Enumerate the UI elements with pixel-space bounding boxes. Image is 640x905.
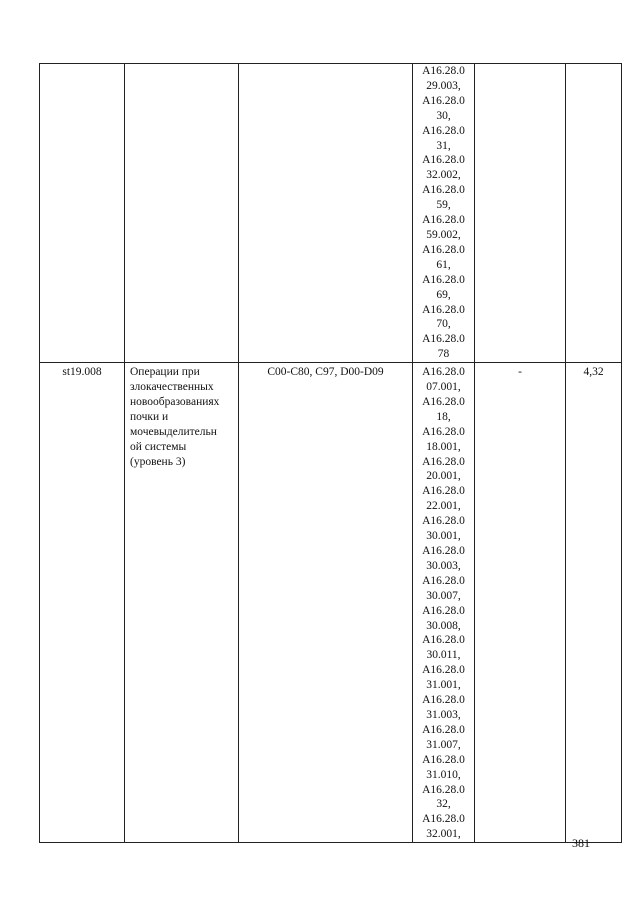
code-line: 32.001, — [426, 828, 461, 841]
code-line: A16.28.0 — [422, 515, 465, 528]
code-line: A16.28.0 — [422, 94, 465, 107]
name-line: новообразованиях — [130, 395, 220, 408]
code-line: A16.28.0 — [422, 694, 465, 707]
code-line: A16.28.0 — [422, 634, 465, 647]
code-line: 31, — [436, 139, 451, 152]
code-line: A16.28.0 — [422, 813, 465, 826]
code-line: 78 — [437, 348, 450, 361]
cell-service-codes — [413, 64, 475, 363]
cell-name — [125, 64, 239, 363]
code-line: A16.28.0 — [422, 303, 465, 316]
code-line: A16.28.0 — [422, 243, 465, 256]
code-line: 30.007, — [426, 589, 461, 602]
code-line: 30.003, — [426, 559, 461, 572]
code-line: 07.001, — [426, 381, 461, 394]
table-row — [40, 363, 622, 843]
code-line: A16.28.0 — [422, 753, 465, 766]
code-line: A16.28.0 — [422, 574, 465, 587]
code-line: 31.007, — [426, 738, 461, 751]
code-line: 30.011, — [426, 649, 461, 662]
code-line: 18.001, — [426, 440, 461, 453]
cell-diagnosis — [239, 64, 413, 363]
code-line: A16.28.0 — [422, 783, 465, 796]
code-line: 59.002, — [426, 228, 461, 241]
cell-service-codes — [413, 363, 475, 843]
code-line: A16.28.0 — [422, 545, 465, 557]
code-line: 30.001, — [426, 530, 461, 543]
code-line: 32, — [436, 798, 451, 811]
code-line: 31.001, — [426, 679, 461, 692]
code-line: 22.001, — [426, 500, 461, 513]
code-line: 70, — [436, 318, 451, 331]
code-line: A16.28.0 — [422, 65, 465, 77]
cell-coefficient: 4,32 — [566, 363, 622, 843]
code-line: 29.003, — [426, 79, 461, 92]
name-line: ой системы — [130, 440, 187, 453]
table-row — [40, 64, 622, 363]
cell-name — [125, 363, 239, 843]
cell-diagnosis: C00-C80, C97, D00-D09 — [239, 363, 413, 843]
cell-code: st19.008 — [40, 363, 125, 843]
code-line: 61, — [436, 258, 451, 271]
code-line: 69, — [436, 288, 451, 301]
code-line: A16.28.0 — [422, 214, 465, 227]
code-line: 59, — [436, 199, 451, 212]
cell-coefficient — [566, 64, 622, 363]
code-line: 20.001, — [426, 470, 461, 483]
cell-other — [475, 64, 566, 363]
code-line: 31.010, — [426, 768, 461, 781]
name-line: почки и — [130, 410, 169, 423]
code-line: A16.28.0 — [422, 366, 465, 379]
page-number: 381 — [572, 836, 590, 850]
name-line: мочевыделительн — [130, 425, 217, 438]
code-line: A16.28.0 — [422, 273, 465, 286]
code-line: 18, — [436, 410, 451, 423]
name-line: (уровень 3) — [130, 455, 186, 468]
code-line: A16.28.0 — [422, 154, 465, 167]
name-line: Операции при — [130, 366, 200, 379]
code-line: A16.28.0 — [422, 184, 465, 197]
code-line: A16.28.0 — [422, 485, 465, 498]
code-line: A16.28.0 — [422, 124, 465, 137]
code-line: 31.003, — [426, 708, 461, 721]
name-line: злокачественных — [130, 381, 214, 394]
code-line: A16.28.0 — [422, 425, 465, 438]
code-line: 30, — [436, 109, 451, 122]
code-line: A16.28.0 — [422, 455, 465, 468]
code-line: A16.28.0 — [422, 333, 465, 346]
code-line: A16.28.0 — [422, 395, 465, 408]
code-line: A16.28.0 — [422, 664, 465, 677]
code-line: A16.28.0 — [422, 723, 465, 736]
cell-other: - — [475, 363, 566, 843]
code-line: A16.28.0 — [422, 604, 465, 617]
cell-code — [40, 64, 125, 363]
code-line: 32.002, — [426, 169, 461, 182]
code-line: 30.008, — [426, 619, 461, 632]
tariff-table — [39, 63, 622, 843]
